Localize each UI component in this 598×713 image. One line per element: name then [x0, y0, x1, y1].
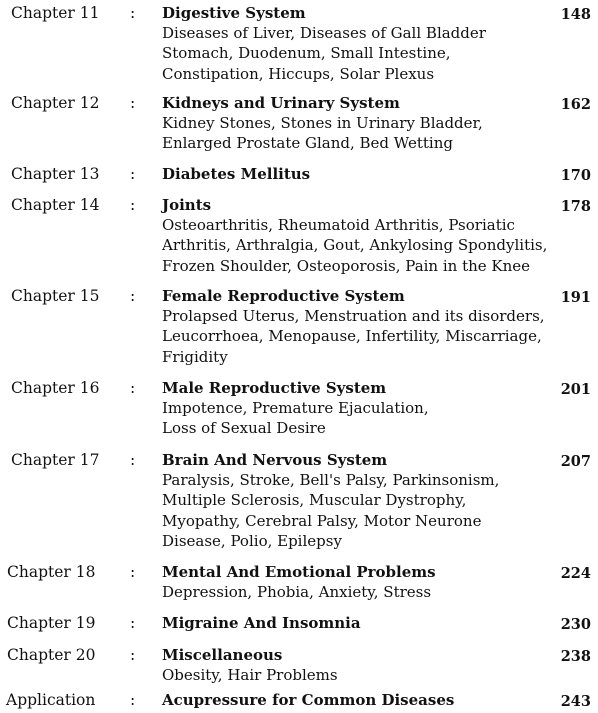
- separator-colon: :: [130, 4, 136, 22]
- page-number: 224: [560, 565, 591, 582]
- topic-line: Disease, Polio, Epilepsy: [162, 531, 342, 550]
- chapter-title: Mental And Emotional Problems: [162, 563, 436, 581]
- chapter-label: Application: [6, 691, 96, 709]
- topic-line: Obesity, Hair Problems: [162, 666, 338, 684]
- page-number: 178: [560, 198, 591, 215]
- chapter-topics: [162, 665, 338, 685]
- chapter-title: Male Reproductive System: [162, 379, 387, 397]
- chapter-label: Chapter 16: [11, 379, 100, 397]
- separator-colon: :: [130, 563, 136, 581]
- topic-line: Arthritis, Arthralgia, Gout, Ankylosing Spondylitis,: [162, 236, 548, 255]
- page-number: 148: [560, 6, 591, 23]
- chapter-topics: [162, 113, 483, 154]
- chapter-title: Diabetes Mellitus: [162, 165, 311, 183]
- topic-line: Stomach, Duodenum, Small Intestine,: [162, 44, 451, 63]
- chapter-label: Chapter 15: [11, 287, 100, 305]
- page-number: 201: [560, 381, 591, 398]
- topic-line: Myopathy, Cerebral Palsy, Motor Neurone: [162, 511, 482, 530]
- separator-colon: :: [130, 691, 136, 709]
- separator-colon: :: [130, 614, 136, 632]
- separator-colon: :: [130, 196, 136, 214]
- topic-line: Loss of Sexual Desire: [162, 419, 326, 438]
- chapter-topics: [162, 470, 499, 551]
- page-number: 230: [560, 616, 591, 633]
- chapter-label: Chapter 11: [11, 4, 100, 22]
- topic-line: Impotence, Premature Ejaculation,: [162, 399, 429, 417]
- page-number: 170: [560, 167, 591, 184]
- chapter-label: Chapter 14: [11, 196, 100, 214]
- topic-line: Depression, Phobia, Anxiety, Stress: [162, 583, 432, 601]
- separator-colon: :: [130, 94, 136, 112]
- topic-line: Enlarged Prostate Gland, Bed Wetting: [162, 134, 453, 153]
- chapter-topics: [162, 306, 545, 367]
- separator-colon: :: [130, 646, 136, 664]
- chapter-title: Joints: [162, 196, 212, 214]
- separator-colon: :: [130, 165, 136, 183]
- chapter-title: Kidneys and Urinary System: [162, 94, 400, 112]
- chapter-title: Brain And Nervous System: [162, 451, 388, 469]
- chapter-topics: [162, 23, 486, 84]
- page-number: 191: [560, 289, 591, 306]
- chapter-title: Digestive System: [162, 4, 306, 22]
- topic-line: Osteoarthritis, Rheumatoid Arthritis, Psoriatic: [162, 216, 515, 234]
- topic-line: Prolapsed Uterus, Menstruation and its disorders,: [162, 307, 545, 325]
- chapter-title: Female Reproductive System: [162, 287, 405, 305]
- topic-line: Frigidity: [162, 347, 228, 366]
- chapter-topics: [162, 215, 547, 276]
- chapter-label: Chapter 18: [7, 563, 96, 581]
- chapter-label: Chapter 20: [7, 646, 96, 664]
- page-number: 207: [560, 453, 591, 470]
- chapter-topics: [162, 398, 429, 439]
- separator-colon: :: [130, 379, 136, 397]
- chapter-topics: [162, 582, 431, 602]
- chapter-label: Chapter 12: [11, 94, 100, 112]
- topic-line: Frozen Shoulder, Osteoporosis, Pain in the Knee: [162, 256, 531, 275]
- chapter-label: Chapter 17: [11, 451, 100, 469]
- topic-line: Leucorrhoea, Menopause, Infertility, Miscarriage,: [162, 327, 542, 346]
- page-number: 243: [560, 693, 591, 710]
- chapter-title: Acupressure for Common Diseases: [162, 691, 455, 709]
- topic-line: Constipation, Hiccups, Solar Plexus: [162, 64, 435, 83]
- page-number: 238: [560, 648, 591, 665]
- chapter-label: Chapter 13: [11, 165, 100, 183]
- chapter-title: Miscellaneous: [162, 646, 283, 664]
- chapter-label: Chapter 19: [7, 614, 96, 632]
- chapter-title: Migraine And Insomnia: [162, 614, 361, 632]
- topic-line: Multiple Sclerosis, Muscular Dystrophy,: [162, 491, 467, 510]
- separator-colon: :: [130, 451, 136, 469]
- topic-line: Paralysis, Stroke, Bell's Palsy, Parkinsonism,: [162, 471, 500, 489]
- separator-colon: :: [130, 287, 136, 305]
- topic-line: Diseases of Liver, Diseases of Gall Bladder: [162, 24, 486, 42]
- topic-line: Kidney Stones, Stones in Urinary Bladder,: [162, 114, 483, 132]
- page-number: 162: [560, 96, 591, 113]
